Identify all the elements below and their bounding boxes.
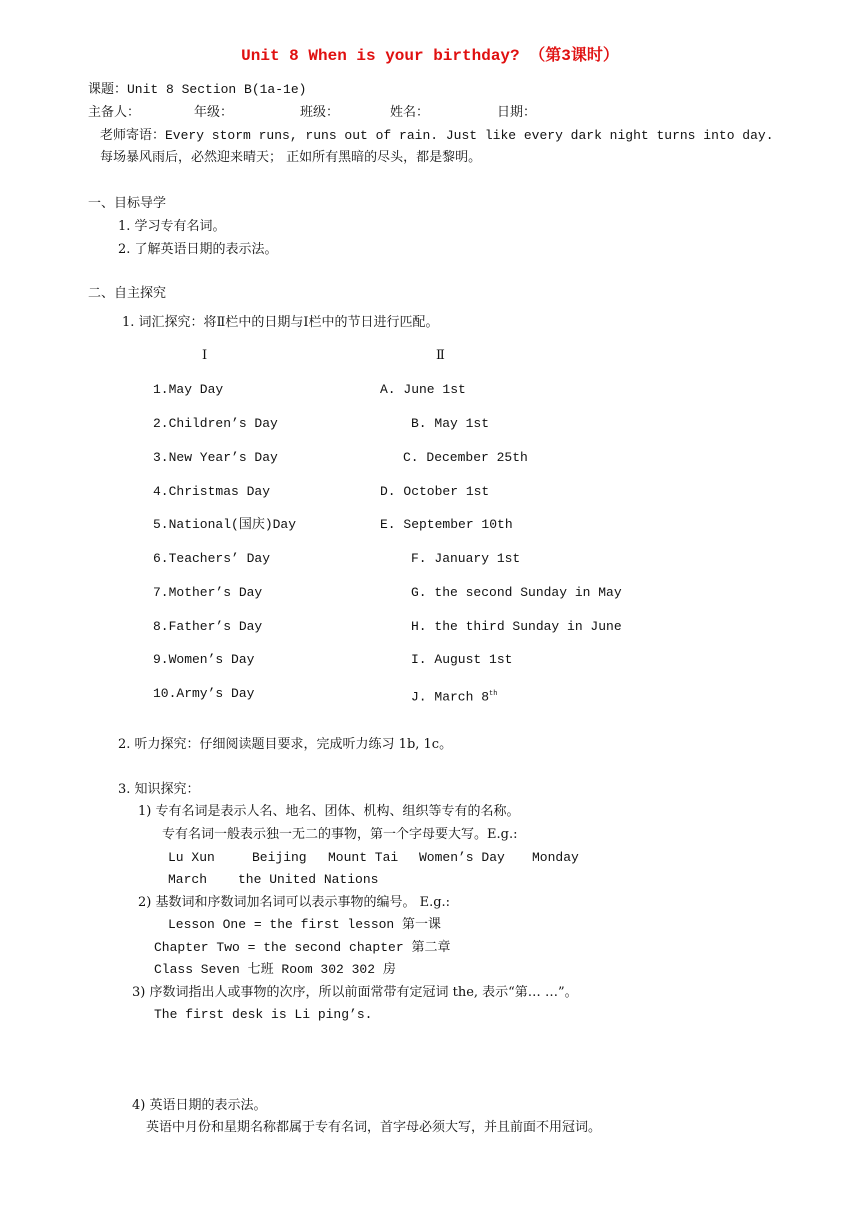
class-label: 班级： [300,105,340,120]
section2-heading: 二、自主探究 [88,286,167,301]
goal-item: 1. 学习专有名词。 [118,219,226,234]
date-item-text: J. March 8 [411,689,490,705]
ordinal-superscript: th [489,690,498,698]
vocab-task: 1. 词汇探究：将Ⅱ栏中的日期与Ⅰ栏中的节日进行匹配。 [122,315,439,330]
holiday-item: 2.Children’s Day [153,416,278,431]
date-item: E. September 10th [380,517,513,532]
knowledge-point-3: 3) 序数词指出人或事物的次序，所以前面常带有定冠词 the, 表示“第… …”。 [132,985,578,1000]
example-line: Chapter Two = the second chapter 第二章 [154,940,451,955]
teacher-message: 老师寄语：Every storm runs, runs out of rain. Just like every dark night turns into day. [100,128,774,143]
example-word: Beijing [252,850,307,865]
holiday-item: 1.May Day [153,382,224,397]
holiday-item: 8.Father’s Day [153,619,263,634]
holiday-item: 3.New Year’s Day [153,450,278,465]
knowledge-point-1-detail: 专有名词一般表示独一无二的事物，第一个字母要大写。E.g.: [162,827,518,842]
holiday-item: 10.Army’s Day [153,686,255,701]
holiday-item: 7.Mother’s Day [153,585,263,600]
date-item: H. the third Sunday in June [411,619,622,634]
date-item-last [411,686,497,705]
knowledge-task: 3. 知识探究： [118,782,200,797]
holiday-item: 4.Christmas Day [153,484,271,499]
page-title: Unit 8 When is your birthday? （第3课时） [241,47,619,65]
example-word: Mount Tai [328,850,399,865]
column-1-header: Ⅰ [202,348,208,363]
date-item: A. June 1st [380,382,466,397]
column-2-header: Ⅱ [436,348,445,363]
topic-line: 课题：Unit 8 Section B(1a-1e) [88,82,307,97]
example-word: Women’s Day [419,850,505,865]
date-item: C. December 25th [403,450,528,465]
example-word: the United Nations [238,872,379,887]
holiday-item: 5.National(国庆)Day [153,517,297,532]
example-line: Class Seven 七班 Room 302 302 房 [154,962,396,977]
date-label: 日期： [497,105,537,120]
preparer-label: 主备人： [88,105,141,120]
section1-heading: 一、目标导学 [88,196,167,211]
holiday-item: 6.Teachers’ Day [153,551,271,566]
example-line: Lesson One = the first lesson 第一课 [168,917,442,932]
example-line: The first desk is Li ping’s. [154,1007,373,1022]
teacher-message-cn: 每场暴风雨后，必然迎来晴天； 正如所有黑暗的尽头，都是黎明。 [100,150,482,165]
example-word: March [168,872,208,887]
knowledge-point-4-detail: 英语中月份和星期名称都属于专有名词，首字母必须大写，并且前面不用冠词。 [146,1120,602,1135]
holiday-item: 9.Women’s Day [153,652,255,667]
knowledge-point-2: 2) 基数词和序数词加名词可以表示事物的编号。 E.g.: [138,895,451,910]
grade-label: 年级： [194,105,234,120]
goal-item: 2. 了解英语日期的表示法。 [118,242,278,257]
date-item: I. August 1st [411,652,513,667]
date-item: B. May 1st [411,416,490,431]
date-item: D. October 1st [380,484,490,499]
knowledge-point-4: 4) 英语日期的表示法。 [132,1098,267,1113]
date-item: F. January 1st [411,551,521,566]
example-word: Monday [532,850,579,865]
listening-task: 2. 听力探究：仔细阅读题目要求，完成听力练习 1b, 1c。 [118,737,453,752]
example-word: Lu Xun [168,850,215,865]
knowledge-point-1: 1) 专有名词是表示人名、地名、团体、机构、组织等专有的名称。 [138,804,520,819]
name-label: 姓名： [390,105,430,120]
date-item: G. the second Sunday in May [411,585,622,600]
